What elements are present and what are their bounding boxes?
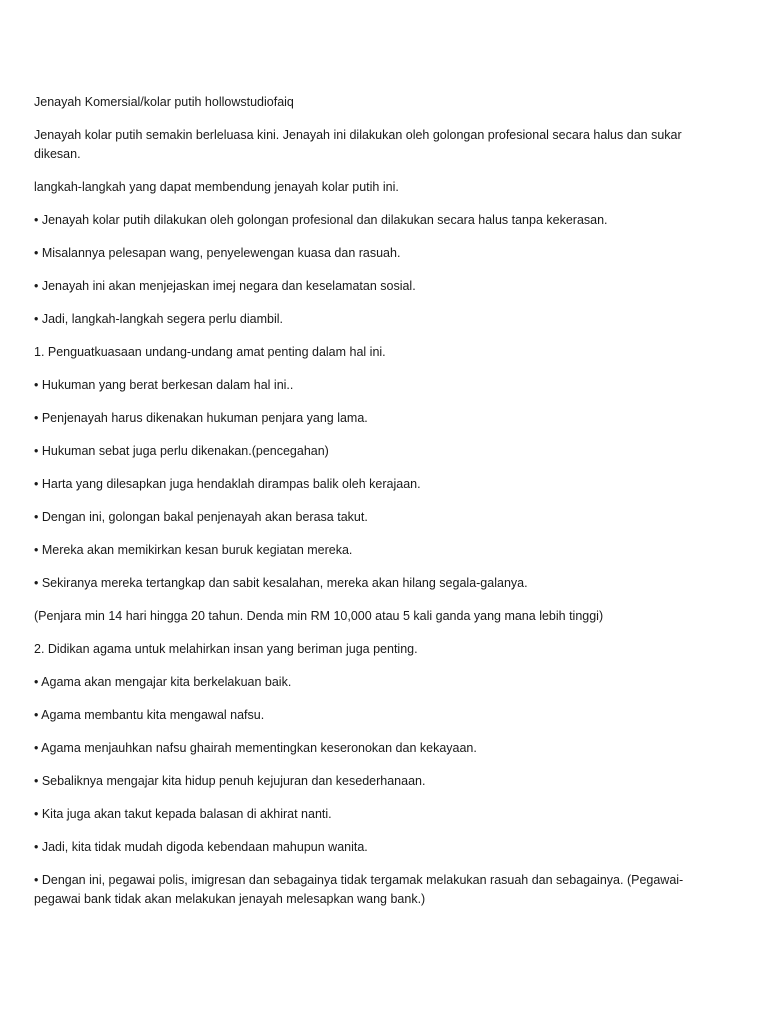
paragraph-steps-heading: langkah-langkah yang dapat membendung jenayah kolar putih ini. <box>34 180 399 194</box>
paragraph-bullet-17: • Jadi, kita tidak mudah digoda kebendaan mahupun wanita. <box>34 840 368 854</box>
paragraph-bullet-4: • Jadi, langkah-langkah segera perlu diambil. <box>34 312 283 326</box>
document-title: Jenayah Komersial/kolar putih hollowstudiofaiq <box>34 95 294 109</box>
paragraph-bullet-14: • Agama menjauhkan nafsu ghairah mementingkan keseronokan dan kekayaan. <box>34 741 477 755</box>
paragraph-bullet-18: • Dengan ini, pegawai polis, imigresan dan sebagainya tidak tergamak melakukan rasuah dan sebagainya. (Pegawai-pegawai bank tidak akan melakukan jenayah melesapkan wang bank.) <box>34 873 684 906</box>
paragraph-bullet-8: • Harta yang dilesapkan juga hendaklah dirampas balik oleh kerajaan. <box>34 477 421 491</box>
paragraph-penalty-note: (Penjara min 14 hari hingga 20 tahun. Denda min RM 10,000 atau 5 kali ganda yang mana lebih tinggi) <box>34 609 604 623</box>
paragraph-bullet-13: • Agama membantu kita mengawal nafsu. <box>34 708 265 722</box>
paragraph-point-1: 1. Penguatkuasaan undang-undang amat penting dalam hal ini. <box>34 345 386 359</box>
paragraph-bullet-12: • Agama akan mengajar kita berkelakuan baik. <box>34 675 292 689</box>
paragraph-intro: Jenayah kolar putih semakin berleluasa kini. Jenayah ini dilakukan oleh golongan profesional secara halus dan sukar dikesan. <box>34 128 682 161</box>
document-page <box>34 93 714 909</box>
paragraph-bullet-1: • Jenayah kolar putih dilakukan oleh golongan profesional dan dilakukan secara halus tanpa kekerasan. <box>34 213 608 227</box>
paragraph-bullet-15: • Sebaliknya mengajar kita hidup penuh kejujuran dan kesederhanaan. <box>34 774 426 788</box>
paragraph-bullet-16: • Kita juga akan takut kepada balasan di akhirat nanti. <box>34 807 332 821</box>
paragraph-bullet-2: • Misalannya pelesapan wang, penyelewengan kuasa dan rasuah. <box>34 246 401 260</box>
paragraph-point-2: 2. Didikan agama untuk melahirkan insan yang beriman juga penting. <box>34 642 418 656</box>
paragraph-bullet-10: • Mereka akan memikirkan kesan buruk kegiatan mereka. <box>34 543 353 557</box>
paragraph-bullet-3: • Jenayah ini akan menjejaskan imej negara dan keselamatan sosial. <box>34 279 416 293</box>
paragraph-bullet-5: • Hukuman yang berat berkesan dalam hal ini.. <box>34 378 294 392</box>
paragraph-bullet-6: • Penjenayah harus dikenakan hukuman penjara yang lama. <box>34 411 368 425</box>
paragraph-bullet-11: • Sekiranya mereka tertangkap dan sabit kesalahan, mereka akan hilang segala-galanya. <box>34 576 528 590</box>
paragraph-bullet-9: • Dengan ini, golongan bakal penjenayah akan berasa takut. <box>34 510 368 524</box>
paragraph-bullet-7: • Hukuman sebat juga perlu dikenakan.(pencegahan) <box>34 444 329 458</box>
